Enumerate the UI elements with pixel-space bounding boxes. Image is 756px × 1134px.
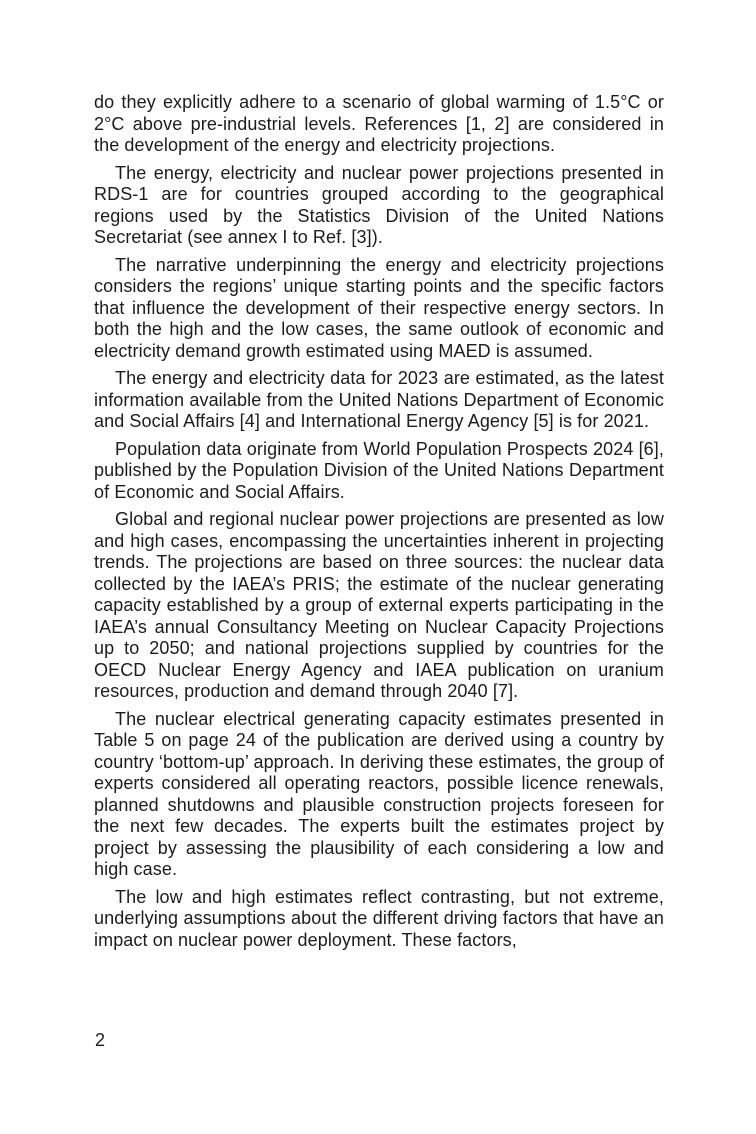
body-text [94, 92, 664, 957]
paragraph: The nuclear electrical generating capacity estimates presented in Table 5 on page 24 of the publication are derived using a country by country ‘bottom-up’ approach. In deriving these estimates, the group of experts considered all operating reactors, possible licence renewals, planned shutdowns and plausible construction projects foreseen for the next few decades. The experts built the estimates project by project by assessing the plausibility of each considering a low and high case. [94, 708, 664, 879]
paragraph: The energy, electricity and nuclear power projections presented in RDS-1 are for countries grouped according to the geographical regions used by the Statistics Division of the United Nations Secretariat (see annex I to Ref. [3]). [94, 162, 664, 247]
paragraph: The narrative underpinning the energy and electricity projections considers the regions’ unique starting points and the specific factors that influence the development of their respective energy sectors. In both the high and the low cases, the same outlook of economic and electricity demand growth estimated using MAED is assumed. [94, 254, 664, 361]
paragraph: do they explicitly adhere to a scenario of global warming of 1.5°C or 2°C above pre-industrial levels. References [1, 2] are considered in the development of the energy and electricity projections. [94, 92, 664, 155]
paragraph: The low and high estimates reflect contrasting, but not extreme, underlying assumptions about the different driving factors that have an impact on nuclear power deployment. These factors, [94, 886, 664, 950]
page-number: 2 [95, 1030, 106, 1050]
paragraph: The energy and electricity data for 2023 are estimated, as the latest information available from the United Nations Department of Economic and Social Affairs [4] and International Energy Agency [5] is for 2021. [94, 368, 664, 431]
paragraph: Global and regional nuclear power projections are presented as low and high cases, encompassing the uncertainties inherent in projecting trends. The projections are based on three sources: the nuclear data collected by the IAEA’s PRIS; the estimate of the nuclear generating capacity established by a group of external experts participating in the IAEA’s annual Consultancy Meeting on Nuclear Capacity Projections up to 2050; and national projections supplied by countries for the OECD Nuclear Energy Agency and IAEA publication on uranium resources, production and demand through 2040 [7]. [94, 509, 664, 701]
paragraph: Population data originate from World Population Prospects 2024 [6], published by the Population Division of the United Nations Department of Economic and Social Affairs. [94, 438, 664, 502]
